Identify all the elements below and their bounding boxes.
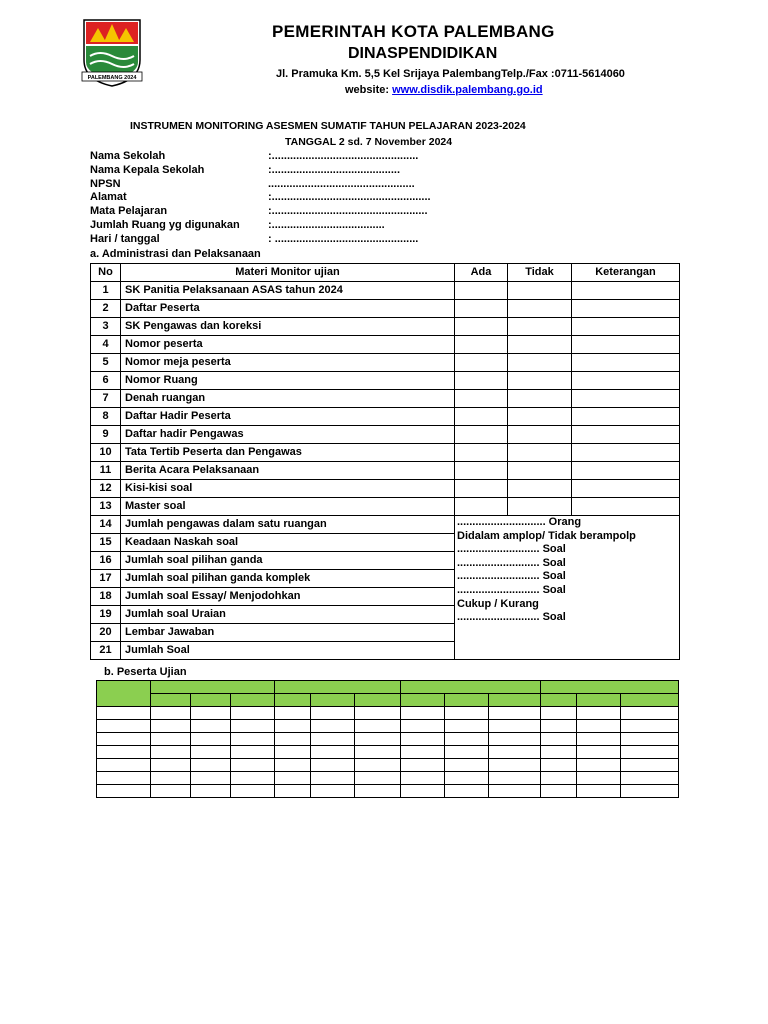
row-item: Kisi-kisi soal [121,480,455,498]
keterangan-cell[interactable] [572,336,680,354]
note-line: Didalam amplop/ Tidak berampolp [457,529,636,542]
header-group-cell [541,681,679,694]
ada-cell[interactable] [455,372,508,390]
table-cell[interactable] [97,746,151,759]
note-line: ........................... Soal [457,583,566,596]
table-cell[interactable] [489,785,541,798]
table-cell[interactable] [97,733,151,746]
ada-cell[interactable] [455,390,508,408]
table-cell[interactable] [191,759,231,772]
keterangan-cell[interactable] [572,372,680,390]
table-cell[interactable] [489,720,541,733]
keterangan-cell[interactable] [572,408,680,426]
row-item: Jumlah soal pilihan ganda [121,552,455,570]
table-cell[interactable] [151,785,191,798]
table-cell[interactable] [311,785,355,798]
row-number: 13 [91,498,121,516]
field-value[interactable]: : ............................................... [268,233,419,245]
row-item: Nomor peserta [121,336,455,354]
subheader-cell [621,694,679,707]
subheader-cell [191,694,231,707]
table-cell[interactable] [489,733,541,746]
table-cell[interactable] [191,746,231,759]
table-row [97,759,679,772]
subheader-cell [541,694,577,707]
table-cell[interactable] [445,772,489,785]
row-item: Daftar hadir Pengawas [121,426,455,444]
field-label: Nama Kepala Sekolah [90,164,205,176]
row-item: Nomor Ruang [121,372,455,390]
tidak-cell[interactable] [508,336,572,354]
row-item: Lembar Jawaban [121,624,455,642]
tidak-cell[interactable] [508,426,572,444]
table-cell[interactable] [541,759,577,772]
table-cell[interactable] [355,720,401,733]
keterangan-cell[interactable] [572,390,680,408]
table-row [91,354,680,372]
table-cell[interactable] [355,733,401,746]
table-cell[interactable] [311,707,355,720]
table-cell[interactable] [275,746,311,759]
tidak-cell[interactable] [508,444,572,462]
table-cell[interactable] [541,707,577,720]
ada-cell[interactable] [455,444,508,462]
field-label: Jumlah Ruang yg digunakan [90,219,240,231]
row-number: 4 [91,336,121,354]
row-number: 16 [91,552,121,570]
table-cell[interactable] [401,733,445,746]
row-number: 3 [91,318,121,336]
tidak-cell[interactable] [508,300,572,318]
table-cell[interactable] [577,759,621,772]
subheader-cell [445,694,489,707]
table-cell[interactable] [401,746,445,759]
table-cell[interactable] [577,720,621,733]
document-title: INSTRUMEN MONITORING ASESMEN SUMATIF TAHUN PELAJARAN 2023-2024 [130,120,526,132]
table-cell[interactable] [621,759,679,772]
ada-cell[interactable] [455,300,508,318]
subheader-cell [355,694,401,707]
table-cell[interactable] [355,772,401,785]
table-row [91,408,680,426]
row-number: 11 [91,462,121,480]
table-row [91,372,680,390]
row-item: SK Panitia Pelaksanaan ASAS tahun 2024 [121,282,455,300]
field-label: NPSN [90,178,121,190]
row-number: 7 [91,390,121,408]
table-row [97,733,679,746]
field-value[interactable]: :.................................................... [268,191,431,203]
row-item: Daftar Peserta [121,300,455,318]
field-label: Mata Pelajaran [90,205,168,217]
keterangan-cell[interactable] [572,462,680,480]
table-cell[interactable] [445,707,489,720]
table-cell[interactable] [621,772,679,785]
table-cell[interactable] [275,720,311,733]
row-item: Jumlah soal Essay/ Menjodohkan [121,588,455,606]
keterangan-cell[interactable] [572,498,680,516]
header-no: No [91,264,121,282]
table-cell[interactable] [355,759,401,772]
note-line: ........................... Soal [457,543,566,556]
table-cell[interactable] [445,733,489,746]
subheader-cell [151,694,191,707]
monitoring-table [90,263,680,660]
row-number: 20 [91,624,121,642]
subheader-cell [231,694,275,707]
logo-text: PALEMBANG 2024 [87,75,137,81]
table-cell[interactable] [577,707,621,720]
keterangan-cell[interactable] [572,354,680,372]
table-cell[interactable] [97,759,151,772]
table-row [97,772,679,785]
table-cell[interactable] [401,785,445,798]
table-cell[interactable] [151,772,191,785]
table-cell[interactable] [577,733,621,746]
keterangan-cell[interactable] [572,480,680,498]
keterangan-cell[interactable] [572,282,680,300]
row-number: 19 [91,606,121,624]
row-number: 18 [91,588,121,606]
address-line: Jl. Pramuka Km. 5,5 Kel Srijaya PalembangTelp./Fax :0711-5614060 [276,68,625,80]
table-cell[interactable] [97,707,151,720]
field-label: Nama Sekolah [90,150,166,162]
tidak-cell[interactable] [508,354,572,372]
header-tidak: Tidak [508,264,572,282]
table-cell[interactable] [355,707,401,720]
row-item: Jumlah soal Uraian [121,606,455,624]
government-title: PEMERINTAH KOTA PALEMBANG [272,22,555,41]
table-cell[interactable] [401,759,445,772]
table-cell[interactable] [401,772,445,785]
table-cell[interactable] [151,720,191,733]
ada-cell[interactable] [455,498,508,516]
table-cell[interactable] [577,785,621,798]
table-cell[interactable] [445,746,489,759]
table-cell[interactable] [489,759,541,772]
keterangan-cell[interactable] [572,300,680,318]
table-cell[interactable] [621,720,679,733]
table-cell[interactable] [151,733,191,746]
table-cell[interactable] [151,746,191,759]
document-date: TANGGAL 2 sd. 7 November 2024 [285,136,453,148]
row-number: 15 [91,534,121,552]
table-row [97,707,679,720]
header-group-cell [401,681,541,694]
keterangan-cell[interactable] [572,444,680,462]
table-cell[interactable] [541,720,577,733]
ada-cell[interactable] [455,354,508,372]
table-cell[interactable] [275,772,311,785]
ada-cell[interactable] [455,282,508,300]
section-a-title: a. Administrasi dan Pelaksanaan [90,248,261,260]
table-cell[interactable] [275,759,311,772]
header-row [97,681,679,694]
table-row [91,516,680,534]
header-keterangan: Keterangan [572,264,680,282]
section-b-title: b. Peserta Ujian [104,666,187,678]
table-cell[interactable] [311,772,355,785]
table-row [91,426,680,444]
row-item: Master soal [121,498,455,516]
table-cell[interactable] [275,707,311,720]
table-cell[interactable] [621,746,679,759]
table-cell[interactable] [231,785,275,798]
table-row [91,498,680,516]
table-cell[interactable] [231,733,275,746]
table-cell[interactable] [311,746,355,759]
table-cell[interactable] [401,720,445,733]
header-group-cell [151,681,275,694]
row-number: 9 [91,426,121,444]
keterangan-cell[interactable] [572,318,680,336]
table-cell[interactable] [231,746,275,759]
table-cell[interactable] [489,707,541,720]
field-value[interactable]: :................................................... [268,205,428,217]
table-row [91,390,680,408]
row-item: Keadaan Naskah soal [121,534,455,552]
row-item: Daftar Hadir Peserta [121,408,455,426]
row-number: 12 [91,480,121,498]
ada-cell[interactable] [455,426,508,444]
table-row [97,785,679,798]
ada-cell[interactable] [455,318,508,336]
row-number: 5 [91,354,121,372]
row-item: SK Pengawas dan koreksi [121,318,455,336]
table-cell[interactable] [231,759,275,772]
ada-cell[interactable] [455,408,508,426]
table-cell[interactable] [231,707,275,720]
table-cell[interactable] [577,772,621,785]
department-name: DINASPENDIDIKAN [348,45,498,62]
subheader-cell [311,694,355,707]
table-cell[interactable] [191,720,231,733]
table-cell[interactable] [191,733,231,746]
table-cell[interactable] [191,707,231,720]
participants-table [96,680,679,798]
table-cell[interactable] [311,759,355,772]
row-number: 1 [91,282,121,300]
header-materi: Materi Monitor ujian [121,264,455,282]
row-number: 2 [91,300,121,318]
city-emblem-logo [80,16,144,88]
ada-cell[interactable] [455,462,508,480]
website-link[interactable]: www.disdik.palembang.go.id [392,84,543,96]
header-ada: Ada [455,264,508,282]
subheader-cell [275,694,311,707]
table-cell[interactable] [97,785,151,798]
table-cell[interactable] [541,785,577,798]
note-line: ............................. Orang [457,516,582,528]
tidak-cell[interactable] [508,372,572,390]
tidak-cell[interactable] [508,318,572,336]
table-cell[interactable] [445,720,489,733]
header-group-cell [275,681,401,694]
website-line [345,84,543,96]
row-number: 17 [91,570,121,588]
table-cell[interactable] [541,746,577,759]
row-item: Jumlah soal pilihan ganda komplek [121,570,455,588]
table-cell[interactable] [191,772,231,785]
notes-cell[interactable] [455,516,680,660]
table-cell[interactable] [489,772,541,785]
subheader-row [97,694,679,707]
table-cell[interactable] [541,733,577,746]
table-cell[interactable] [355,785,401,798]
subheader-cell [577,694,621,707]
tidak-cell[interactable] [508,498,572,516]
tidak-cell[interactable] [508,408,572,426]
field-label: Alamat [90,191,127,203]
note-line: ........................... Soal [457,556,566,569]
row-number: 6 [91,372,121,390]
field-value[interactable]: :..................................... [268,219,385,231]
table-row [91,462,680,480]
table-row [91,480,680,498]
row-item: Nomor meja peserta [121,354,455,372]
table-cell[interactable] [445,759,489,772]
row-item: Jumlah pengawas dalam satu ruangan [121,516,455,534]
row-item: Berita Acara Pelaksanaan [121,462,455,480]
table-cell[interactable] [311,733,355,746]
website-label: website: [345,84,393,96]
row-item: Tata Tertib Peserta dan Pengawas [121,444,455,462]
tidak-cell[interactable] [508,462,572,480]
field-value[interactable]: :................................................ [268,150,419,162]
ada-cell[interactable] [455,480,508,498]
tidak-cell[interactable] [508,282,572,300]
note-line: ........................... Soal [457,570,566,583]
table-cell[interactable] [621,785,679,798]
table-row [91,282,680,300]
row-item: Denah ruangan [121,390,455,408]
table-cell[interactable] [275,785,311,798]
row-number: 8 [91,408,121,426]
row-number: 21 [91,642,121,660]
field-value[interactable]: :.......................................... [268,164,401,176]
table-cell[interactable] [231,720,275,733]
table-row [91,318,680,336]
table-cell[interactable] [489,746,541,759]
row-number: 14 [91,516,121,534]
row-number: 10 [91,444,121,462]
row-item: Jumlah Soal [121,642,455,660]
table-cell[interactable] [445,785,489,798]
header-cell [97,681,151,707]
table-cell[interactable] [621,733,679,746]
table-cell[interactable] [151,707,191,720]
table-cell[interactable] [541,772,577,785]
table-cell[interactable] [151,759,191,772]
note-line: Cukup / Kurang [457,597,539,610]
table-cell[interactable] [577,746,621,759]
subheader-cell [401,694,445,707]
ada-cell[interactable] [455,336,508,354]
table-row [97,720,679,733]
table-cell[interactable] [275,733,311,746]
keterangan-cell[interactable] [572,426,680,444]
tidak-cell[interactable] [508,390,572,408]
table-cell[interactable] [401,707,445,720]
table-cell[interactable] [191,785,231,798]
field-label: Hari / tanggal [90,233,160,245]
tidak-cell[interactable] [508,480,572,498]
table-cell[interactable] [231,772,275,785]
note-line: ........................... Soal [457,611,566,624]
table-cell[interactable] [97,772,151,785]
subheader-cell [489,694,541,707]
table-row [91,444,680,462]
field-value[interactable]: ................................................ [268,178,415,190]
table-row [91,336,680,354]
table-cell[interactable] [97,720,151,733]
table-cell[interactable] [621,707,679,720]
table-cell[interactable] [355,746,401,759]
table-row [91,300,680,318]
table-cell[interactable] [311,720,355,733]
table-row [97,746,679,759]
